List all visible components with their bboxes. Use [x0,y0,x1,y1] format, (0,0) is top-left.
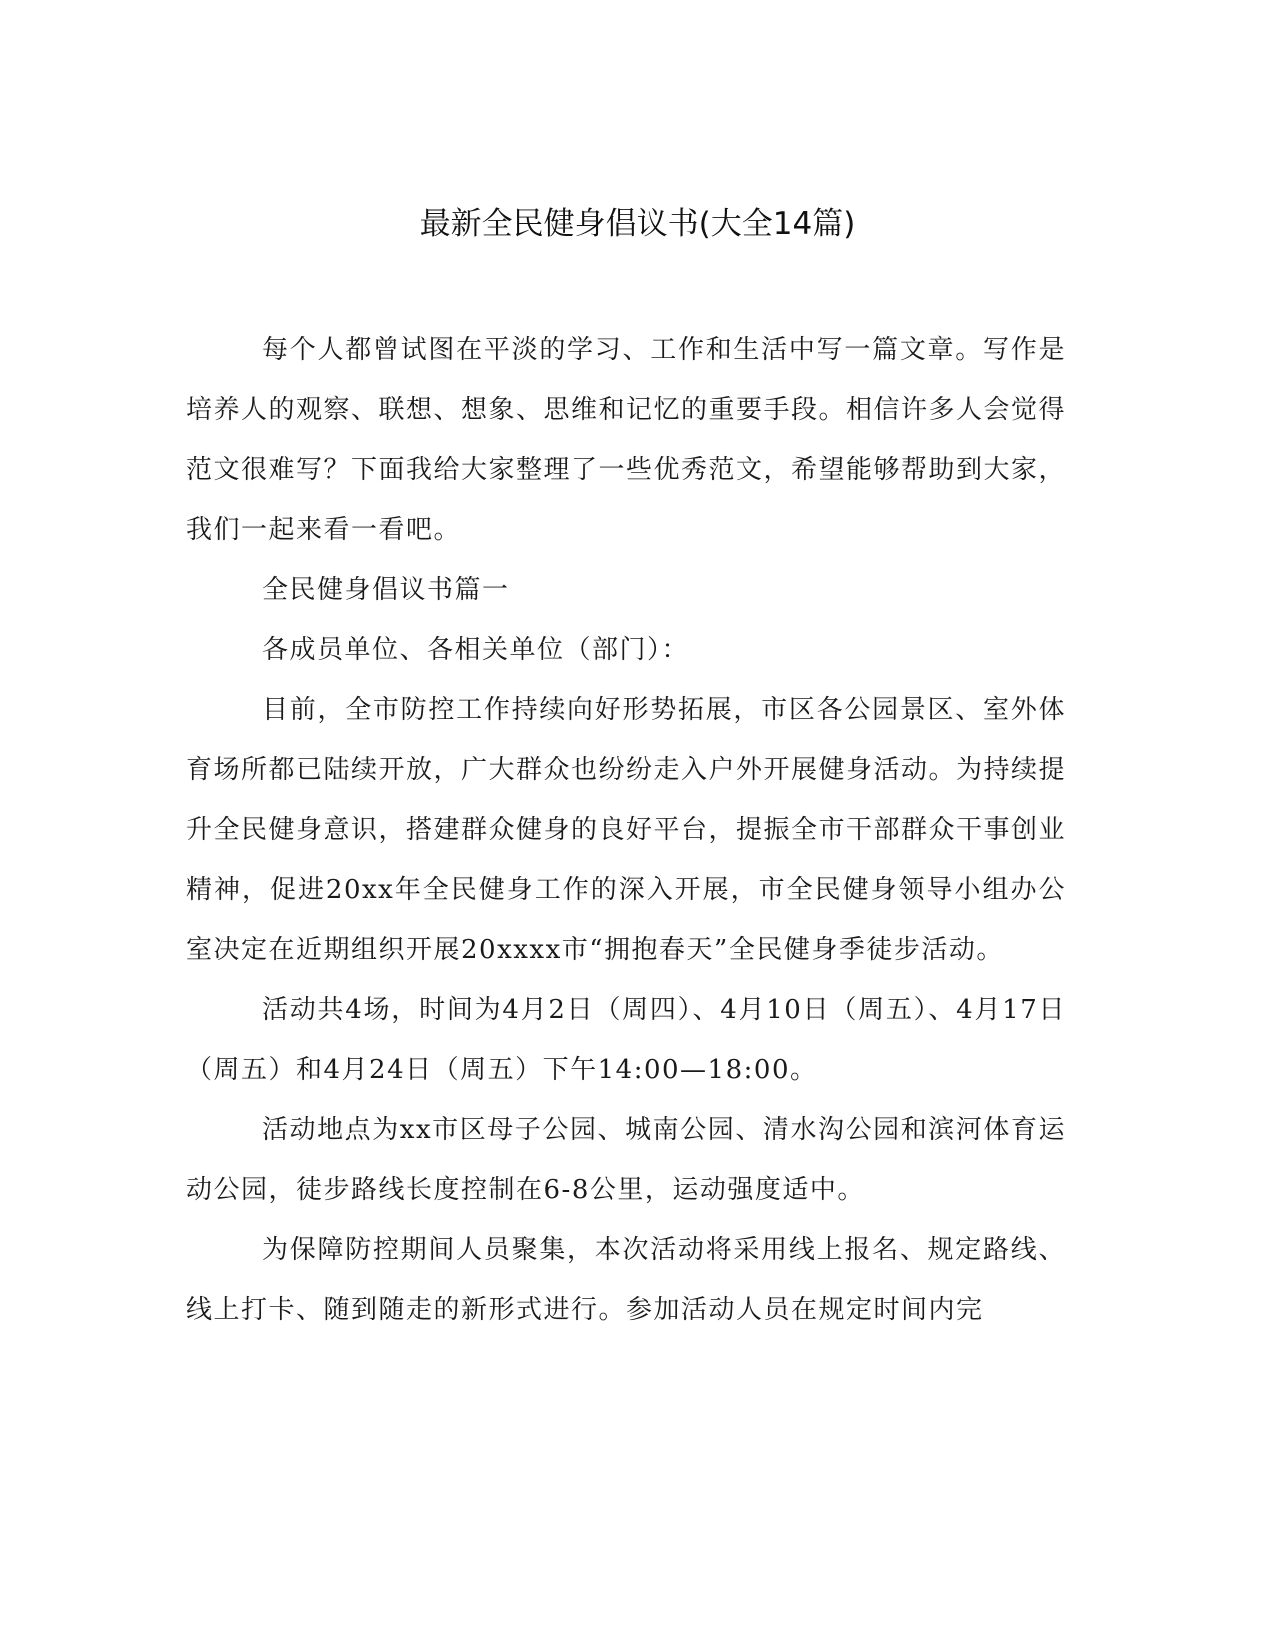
body-paragraph: 目前，全市防控工作持续向好形势拓展，市区各公园景区、室外体育场所都已陆续开放，广大群众也纷纷走入户外开展健身活动。为持续提升全民健身意识，搭建群众健身的良好平台，提振全市干部群众干事创业精神，促进20xx年全民健身工作的深入开展，市全民健身领导小组办公室决定在近期组织开展20xxxx市“拥抱春天”全民健身季徒步活动。 [186,695,1067,965]
document-body [186,320,1066,1340]
location-paragraph: 活动地点为xx市区母子公园、城南公园、清水沟公园和滨河体育运动公园，徒步路线长度控制在6-8公里，运动强度适中。 [186,1115,1066,1205]
schedule-paragraph: 活动共4场，时间为4月2日（周四）、4月10日（周五）、4月17日（周五）和4月24日（周五）下午14:00—18:00。 [186,995,1066,1085]
salutation: 各成员单位、各相关单位（部门）： [262,635,690,665]
section-heading: 全民健身倡议书篇一 [262,575,510,605]
format-paragraph: 为保障防控期间人员聚集，本次活动将采用线上报名、规定路线、线上打卡、随到随走的新形式进行。参加活动人员在规定时间内完 [186,1235,1066,1325]
document-title: 最新全民健身倡议书(大全14篇) [419,206,856,242]
intro-paragraph: 每个人都曾试图在平淡的学习、工作和生活中写一篇文章。写作是培养人的观察、联想、想象、思维和记忆的重要手段。相信许多人会觉得范文很难写？下面我给大家整理了一些优秀范文，希望能够帮助到大家，我们一起来看一看吧。 [186,335,1067,545]
